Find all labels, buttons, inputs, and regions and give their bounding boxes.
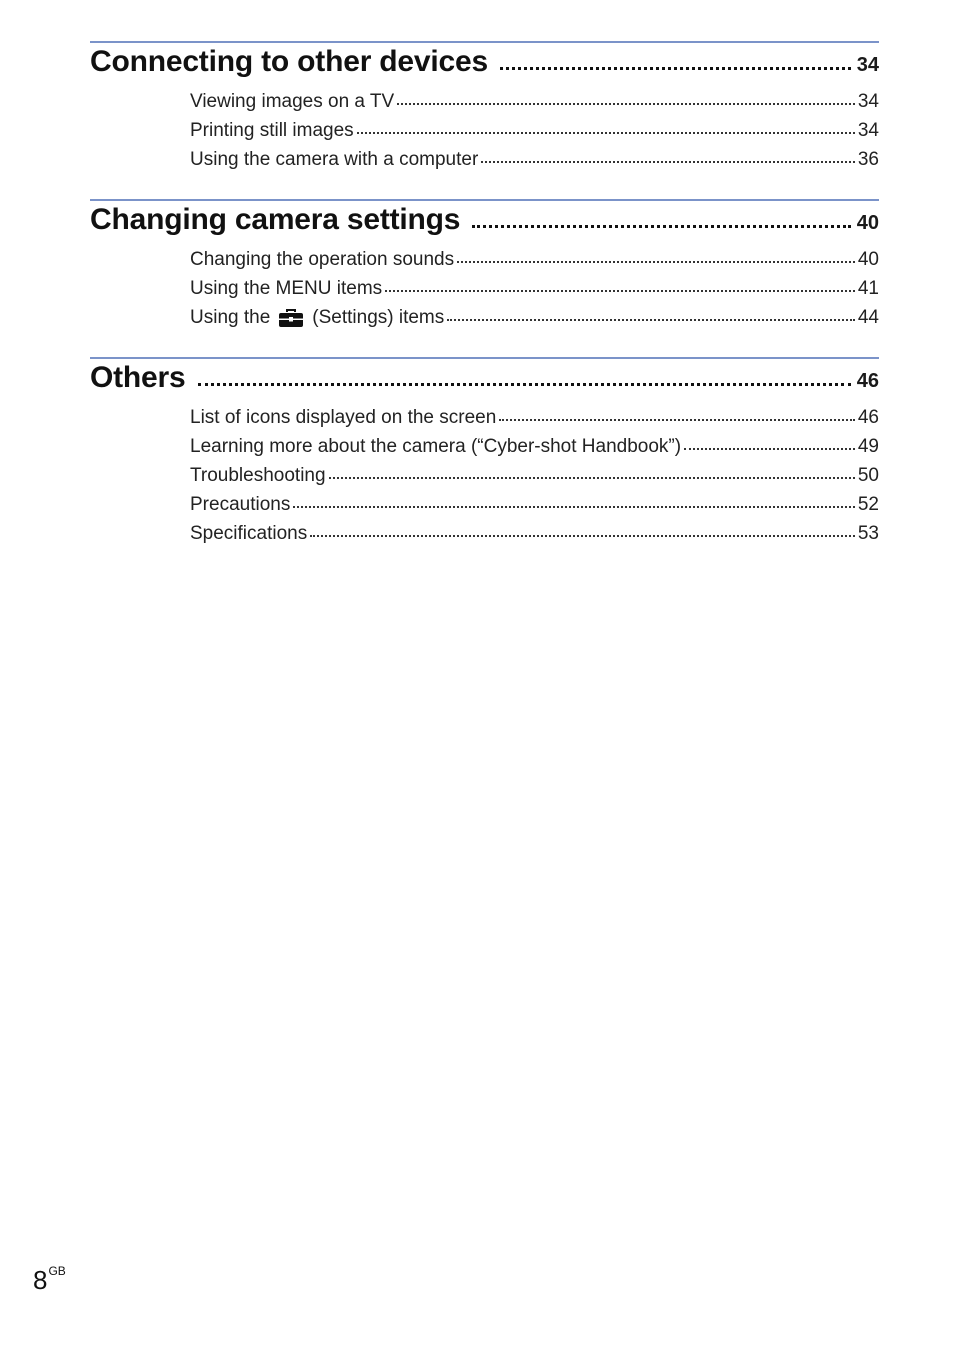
entry-page-number: 53 <box>857 523 879 544</box>
entry-label: Changing the operation sounds <box>190 249 455 270</box>
dot-leader <box>198 383 851 386</box>
entry-label <box>190 307 444 329</box>
dot-leader <box>481 161 855 163</box>
section-page-number: 40 <box>856 212 879 234</box>
dot-leader <box>329 477 855 479</box>
section-heading[interactable] <box>90 45 879 79</box>
entry-page-number: 46 <box>857 407 879 428</box>
dot-leader <box>293 506 855 508</box>
toc-entries <box>190 407 879 552</box>
dot-leader <box>310 535 855 537</box>
settings-toolbox-icon <box>278 308 304 328</box>
entry-page-number: 49 <box>857 436 879 457</box>
toc-section-connecting <box>90 41 879 178</box>
dot-leader <box>500 67 851 70</box>
entry-label: Printing still images <box>190 120 354 141</box>
dot-leader <box>447 319 855 321</box>
entry-page-number: 40 <box>857 249 879 270</box>
entry-page-number: 41 <box>857 278 879 299</box>
section-title: Changing camera settings <box>90 203 461 236</box>
section-rule <box>90 199 879 201</box>
section-page-number: 34 <box>856 54 879 76</box>
toc-entries <box>190 91 879 178</box>
entry-page-number: 44 <box>857 307 879 328</box>
toc-entry[interactable] <box>190 91 879 120</box>
toc-section-others <box>90 357 879 552</box>
toc-section-settings <box>90 199 879 336</box>
page-number-value: 8 <box>33 1265 48 1295</box>
toc-entry[interactable] <box>190 523 879 552</box>
toc-entry[interactable] <box>190 465 879 494</box>
dot-leader <box>397 103 855 105</box>
toc-entries <box>190 249 879 336</box>
entry-label: Troubleshooting <box>190 465 326 486</box>
toc-entry[interactable] <box>190 494 879 523</box>
entry-page-number: 52 <box>857 494 879 515</box>
entry-page-number: 34 <box>857 91 879 112</box>
dot-leader <box>357 132 855 134</box>
entry-label: Learning more about the camera (“Cyber-shot Handbook”) <box>190 436 682 457</box>
dot-leader <box>684 448 855 450</box>
toc-entry[interactable] <box>190 120 879 149</box>
toc-entry[interactable] <box>190 407 879 436</box>
entry-page-number: 36 <box>857 149 879 170</box>
entry-label: Viewing images on a TV <box>190 91 395 112</box>
section-page-number: 46 <box>856 370 879 392</box>
section-rule <box>90 41 879 43</box>
entry-label-after: (Settings) items <box>312 307 445 328</box>
toc-entry[interactable] <box>190 149 879 178</box>
entry-label: Precautions <box>190 494 291 515</box>
dot-leader <box>385 290 855 292</box>
entry-label: Using the MENU items <box>190 278 383 299</box>
section-title: Others <box>90 361 186 394</box>
toc-entry[interactable] <box>190 249 879 278</box>
section-title: Connecting to other devices <box>90 45 488 78</box>
toc-entry[interactable] <box>190 436 879 465</box>
entry-label: List of icons displayed on the screen <box>190 407 497 428</box>
entry-label-before: Using the <box>190 307 271 328</box>
entry-page-number: 34 <box>857 120 879 141</box>
toc-entry[interactable] <box>190 278 879 307</box>
dot-leader <box>457 261 855 263</box>
dot-leader <box>472 225 850 228</box>
entry-label: Specifications <box>190 523 308 544</box>
toc-entry[interactable] <box>190 307 879 336</box>
dot-leader <box>499 419 855 421</box>
section-heading[interactable] <box>90 203 879 237</box>
entry-label: Using the camera with a computer <box>190 149 479 170</box>
entry-page-number: 50 <box>857 465 879 486</box>
page-number <box>33 1265 66 1296</box>
section-rule <box>90 357 879 359</box>
page-number-suffix: GB <box>48 1264 66 1279</box>
section-heading[interactable] <box>90 361 879 395</box>
